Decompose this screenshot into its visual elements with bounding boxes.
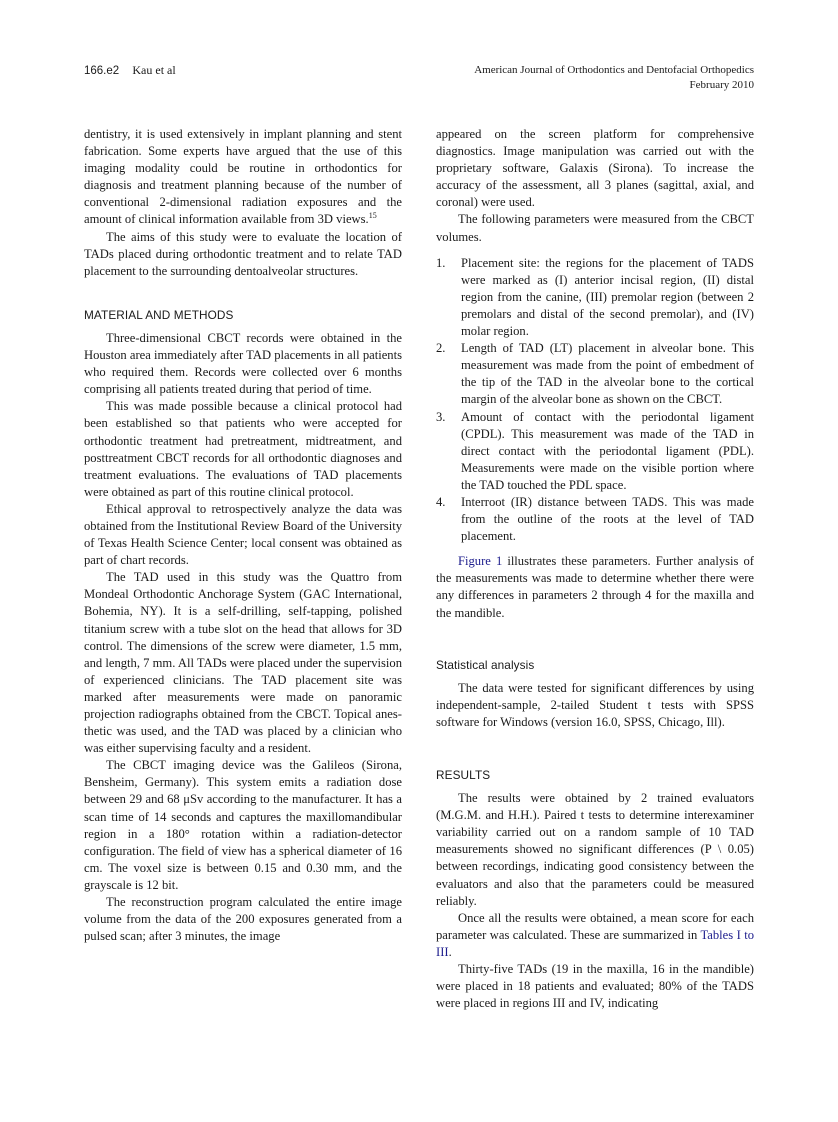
list-item: 1. Placement site: the regions for the placement of TADS were marked as (I) anterior incisal region, (II) distal region from the canine, (III) premolar region (between 2 premolars and distal of the second premolar), and (IV) molar region.: [436, 255, 754, 339]
paragraph: The TAD used in this study was the Quattro from Mondeal Orthodontic Anchorage System (GAC International, Bohemia, NY). It is a self-drilling, self-tapping, polished titanium screw with a tube slot on the head that allows for 3D control. The dimensions of the screw were diameter, 1.5 mm, and length, 7 mm. All TADs were placed under the supervision of experienced clinicians. The TAD placement site was marked after measurements were made on panoramic projection radiographs obtained from the CBCT. Topical anesthetic was used, and the TAD was placed by a clinician who was either supervising faculty and a resident.: [84, 570, 402, 756]
paragraph: This was made possible because a clinical protocol had been established so that patients who were accepted for orthodontic treatment had pretreatment, midtreatment, and posttreatment CBCT records for all orthodontic diagnoses and treatment evaluations. The evaluations of TAD placements were obtained as part of this routine clinical protocol.: [84, 399, 402, 499]
journal-title: American Journal of Orthodontics and Dentofacial Orthopedics: [474, 64, 754, 76]
paragraph: The CBCT imaging device was the Galileos (Sirona, Bensheim, Germany). This system emits a radiation dose between 29 and 68 μSv according to the manufacturer. It has a scan time of 14 seconds and captures the maxillomandibular region in a 180° rotation within a radiation-detector configuration. The field of view has a spherical diameter of 16 cm. The voxel size is between 0.15 and 0.30 mm, and the grayscale is 12 bit.: [84, 758, 402, 892]
paragraph: The aims of this study were to evaluate the location of TADs placed during orthodontic treatment and to relate TAD placement to the surrounding dentoalveolar structures.: [84, 229, 402, 278]
figure-1-link[interactable]: Figure 1: [458, 554, 503, 569]
section-heading-methods: MATERIAL AND METHODS: [84, 307, 234, 322]
section-heading-results: RESULTS: [436, 768, 491, 782]
paragraph: The data were tested for significant differences by using independent-sample, 2-tailed Student t tests with SPSS software for Windows (version 16.0, SPSS, Chicago, Ill).: [436, 680, 754, 729]
tables-link[interactable]: Tables I to III: [436, 927, 754, 959]
running-header-left: [84, 63, 176, 78]
reference-superscript[interactable]: 15: [368, 211, 377, 221]
paragraph: dentistry, it is used extensively in implant planning and stent fabrication. Some experts have argued that the use of this imaging modality could be routine in orthodontics for diagnosis and treatment planning because of the number of conventional 2-dimensional radiation exposures and the amount of clinical information available from 3D views.$^{15}$: [84, 127, 402, 227]
paragraph: The following parameters were measured from the CBCT volumes.: [436, 212, 754, 244]
paragraph: The results were obtained by 2 trained evaluators (M.G.M. and H.H.). Paired t tests to determine interexaminer variability carried out on a random sample of 10 TAD measurements showed no significant differences (P \ 0.05) between recordings, indicating good consistency between the evaluators and also that the parameters could be measured reliably.: [436, 791, 754, 908]
list-item: 3. Amount of contact with the periodontal ligament (CPDL). This measurement was made of the TAD in direct contact with the periodontal ligament (PDL). Measurements were made on the visible portion where the TAD touched the PDL space.: [436, 409, 754, 492]
issue-date: February 2010: [689, 79, 754, 91]
section-heading-statistics: Statistical analysis: [436, 657, 535, 672]
list-item: 4. Interroot (IR) distance between TADS. This was made from the outline of the roots at the level of TAD placement.: [436, 494, 754, 544]
left-column: [84, 126, 402, 945]
running-header-right: [474, 63, 754, 93]
paragraph: Thirty-five TADs (19 in the maxilla, 16 in the mandible) were placed in 18 patients and evaluated; 80% of the TADS were placed in regions III and IV, indicating: [436, 962, 754, 1011]
paragraph: Figure 1 illustrates these parameters. Further analysis of the measurements was made to determine whether there were any differences in parameters 2 through 4 for the maxilla and the mandible.: [436, 554, 755, 620]
paragraph: Ethical approval to retrospectively analyze the data was obtained from the Institutional Review Board of the University of Texas Health Science Center; local consent was obtained as part of chart records.: [84, 501, 402, 568]
paragraph: appeared on the screen platform for comprehensive diagnostics. Image manipulation was carried out with the proprietary software, Galaxis (Sirona). To increase the accuracy of the assessment, all 3 planes (sagittal, axial, and coronal) were used.: [436, 127, 754, 210]
paragraph: Three-dimensional CBCT records were obtained in the Houston area immediately after TAD placements in all patients who required them. Records were collected over 6 months comprising all patients treated during that period of time.: [84, 330, 402, 397]
right-column: [436, 126, 754, 1012]
parameter-list: [436, 255, 754, 546]
list-item: 2. Length of TAD (LT) placement in alveolar bone. This measurement was made from the point of embedment of the tip of the TAD in the alveolar bone to the cortical margin of the alveolar bone as shown on the CBCT.: [436, 341, 754, 407]
page-number: 166.e2: [84, 65, 120, 77]
paragraph: The reconstruction program calculated the entire image volume from the data of the 200 exposures generated from a pulsed scan; after 3 minutes, the image: [84, 895, 402, 944]
running-authors: Kau et al: [132, 63, 176, 77]
paragraph: Once all the results were obtained, a mean score for each parameter was calculated. These are summarized in Tables I to III.: [436, 910, 754, 959]
